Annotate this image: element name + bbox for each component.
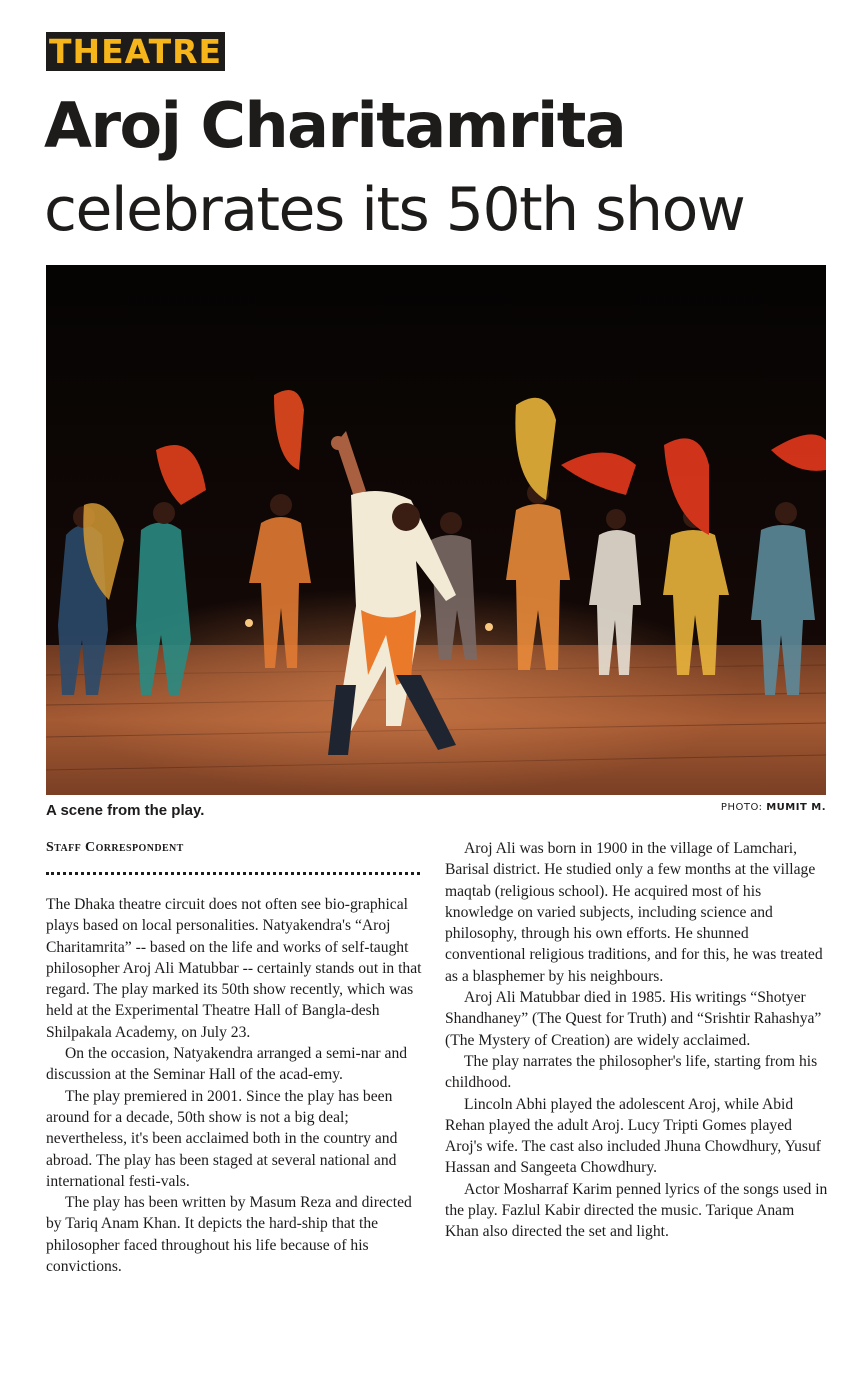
article-paragraph: Actor Mosharraf Karim penned lyrics of the songs used in the play. Fazlul Kabir directed the music. Tarique Anam Khan also directed the set and light. [445, 1180, 828, 1241]
stage-photo [46, 265, 826, 795]
byline: Staff Correspondent [46, 840, 184, 855]
headline: Aroj Charitamrita [44, 89, 626, 162]
article-paragraph: Lincoln Abhi played the adolescent Aroj, while Abid Rehan played the adult Aroj. Lucy Tripti Gomes played Aroj's wife. The cast also included Jhuna Chowdhury, Yusuf Hassan and Sangeeta Chowdhury. [445, 1095, 821, 1177]
article-paragraph: Aroj Ali was born in 1900 in the village of Lamchari, Barisal district. He studied only a few months at the village maqtab (religious school). He acquired most of his knowledge on varied subjects, including science and philosophy, through his own efforts. He shunned conventional religious traditions, and for this, he was treated as a blasphemer by his neighbours. [445, 840, 823, 985]
subheadline: celebrates its 50th show [44, 175, 745, 245]
byline-divider [46, 872, 420, 875]
article-paragraph: The play narrates the philosopher's life, starting from his childhood. [445, 1052, 818, 1092]
photo-credit [721, 802, 826, 813]
article-column-right [445, 838, 828, 1243]
article-paragraph: The play premiered in 2001. Since the play has been around for a decade, 50th show is not a big deal; nevertheless, it's been acclaimed both in the country and abroad. The play has been staged at several national and international festi-vals. [46, 1087, 398, 1190]
article-column-left [46, 894, 426, 1277]
photo-caption: A scene from the play. [46, 802, 205, 819]
article-paragraph: Aroj Ali Matubbar died in 1985. His writings “Shotyer Shandhaney” (The Quest for Truth) and “Srishtir Rahashya” (The Mystery of Creation) are widely acclaimed. [445, 989, 822, 1049]
photo-credit-label: PHOTO: [720, 802, 763, 813]
article-paragraph: The play has been written by Masum Reza and directed by Tariq Anam Khan. It depicts the hard-ship that the philosopher faced throughout his life because of his convictions. [46, 1194, 412, 1276]
section-tag: THEATRE [46, 32, 225, 71]
article-paragraph: The Dhaka theatre circuit does not often see bio-graphical plays based on local personalities. Natyakendra's “Aroj Charitamrita” -- based on the life and works of self-taught philosopher Aroj Ali Matubbar -- certainly stands out in that regard. The play marked its 50th show recently, which was held at the Experimental Theatre Hall of Bangla-desh Shilpakala Academy, on July 23. [46, 896, 422, 1041]
photographer-name: MUMIT M. [766, 802, 826, 813]
article-paragraph: On the occasion, Natyakendra arranged a semi-nar and discussion at the Seminar Hall of the acad-emy. [46, 1045, 408, 1084]
